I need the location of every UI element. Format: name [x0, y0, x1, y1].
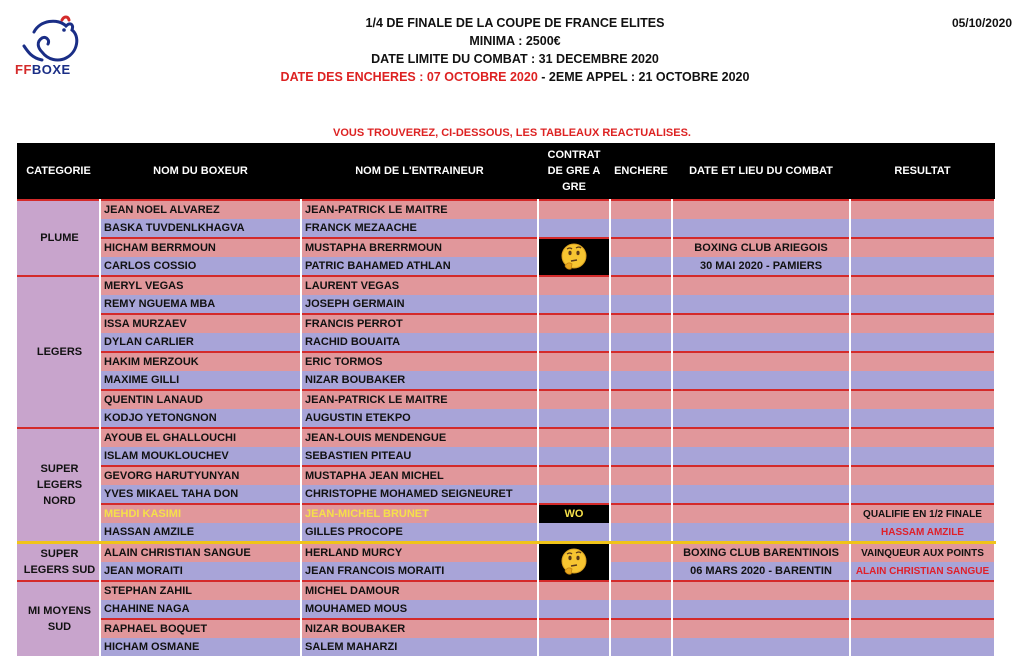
- boxer-name: STEPHAN ZAHIL: [100, 581, 301, 600]
- trainer-name: GILLES PROCOPE: [301, 523, 538, 543]
- trainer-name: JEAN FRANCOIS MORAITI: [301, 562, 538, 581]
- category-super-legers-nord: SUPER LEGERS NORD: [17, 428, 100, 543]
- fight-date: 30 MAI 2020 - PAMIERS: [672, 257, 850, 276]
- trainer-name: FRANCIS PERROT: [301, 314, 538, 333]
- thinking-face-emoji-icon: [559, 242, 589, 272]
- fight-date: 06 MARS 2020 - BARENTIN: [672, 562, 850, 581]
- boxer-name: DYLAN CARLIER: [100, 333, 301, 352]
- table-row: [17, 200, 995, 219]
- result-winner: HASSAM AMZILE: [850, 523, 995, 543]
- table-row: [17, 504, 995, 523]
- trainer-name: HERLAND MURCY: [301, 543, 538, 563]
- col-header-categorie: CATEGORIE: [17, 143, 100, 200]
- table-row: [17, 523, 995, 543]
- table-row: [17, 295, 995, 314]
- boxer-name: HICHAM BERRMOUN: [100, 238, 301, 257]
- boxer-name: CARLOS COSSIO: [100, 257, 301, 276]
- category-legers: LEGERS: [17, 276, 100, 428]
- table-row: [17, 352, 995, 371]
- table-row: [17, 581, 995, 600]
- trainer-name: MICHEL DAMOUR: [301, 581, 538, 600]
- boxer-name: HAKIM MERZOUK: [100, 352, 301, 371]
- table-row: [17, 276, 995, 295]
- table-row: [17, 543, 995, 563]
- boxer-name: RAPHAEL BOQUET: [100, 619, 301, 638]
- boxer-name: GEVORG HARUTYUNYAN: [100, 466, 301, 485]
- table-row: [17, 314, 995, 333]
- trainer-name: PATRIC BAHAMED ATHLAN: [301, 257, 538, 276]
- col-header-resultat: RESULTAT: [850, 143, 995, 200]
- boxer-name: AYOUB EL GHALLOUCHI: [100, 428, 301, 447]
- trainer-name: RACHID BOUAITA: [301, 333, 538, 352]
- boxer-name: JEAN NOEL ALVAREZ: [100, 200, 301, 219]
- boxer-name: ALAIN CHRISTIAN SANGUE: [100, 543, 301, 563]
- logo-text: FFBOXE: [15, 62, 71, 77]
- fight-location: BOXING CLUB BARENTINOIS: [672, 543, 850, 563]
- boxer-name: CHAHINE NAGA: [100, 600, 301, 619]
- table-row: [17, 619, 995, 638]
- result-status: QUALIFIE EN 1/2 FINALE: [850, 504, 995, 523]
- boxer-name: BASKA TUVDENLKHAGVA: [100, 219, 301, 238]
- col-header-enchere: ENCHERE: [610, 143, 672, 200]
- trainer-name-winner: JEAN-MICHEL BRUNET: [301, 504, 538, 523]
- trainer-name: MOUHAMED MOUS: [301, 600, 538, 619]
- table-row: [17, 466, 995, 485]
- boxer-name: JEAN MORAITI: [100, 562, 301, 581]
- boxer-name: ISSA MURZAEV: [100, 314, 301, 333]
- trainer-name: NIZAR BOUBAKER: [301, 619, 538, 638]
- table-row: [17, 485, 995, 504]
- table-row: [17, 219, 995, 238]
- document-header: [170, 14, 860, 86]
- fight-location: BOXING CLUB ARIEGOIS: [672, 238, 850, 257]
- col-header-entraineur: NOM DE L'ENTRAINEUR: [301, 143, 538, 200]
- col-header-contrat: CONTRAT DE GRE A GRE: [538, 143, 610, 200]
- trainer-name: JEAN-PATRICK LE MAITRE: [301, 390, 538, 409]
- boxer-name: HASSAN AMZILE: [100, 523, 301, 543]
- boxer-name-winner: MEHDI KASIMI: [100, 504, 301, 523]
- boxer-name: MERYL VEGAS: [100, 276, 301, 295]
- result-winner: ALAIN CHRISTIAN SANGUE: [850, 562, 995, 581]
- trainer-name: AUGUSTIN ETEKPO: [301, 409, 538, 428]
- table-header-row: [17, 143, 995, 200]
- update-note: VOUS TROUVEREZ, CI-DESSOUS, LES TABLEAUX REACTUALISES.: [333, 127, 691, 139]
- trainer-name: MUSTAPHA JEAN MICHEL: [301, 466, 538, 485]
- boxer-name: QUENTIN LANAUD: [100, 390, 301, 409]
- contract-cell: [538, 543, 610, 582]
- boxer-name: REMY NGUEMA MBA: [100, 295, 301, 314]
- category-super-legers-sud: SUPER LEGERS SUD: [17, 543, 100, 582]
- contract-walkover: WO: [538, 504, 610, 523]
- result-status: VAINQUEUR AUX POINTS: [850, 543, 995, 563]
- category-plume: PLUME: [17, 200, 100, 276]
- contract-cell: [538, 238, 610, 276]
- trainer-name: LAURENT VEGAS: [301, 276, 538, 295]
- table-row: [17, 390, 995, 409]
- trainer-name: SEBASTIEN PITEAU: [301, 447, 538, 466]
- col-header-boxeur: NOM DU BOXEUR: [100, 143, 301, 200]
- table-row: [17, 238, 995, 257]
- table-row: [17, 562, 995, 581]
- results-table: [17, 143, 996, 656]
- table-row: [17, 409, 995, 428]
- boxer-name: KODJO YETONGNON: [100, 409, 301, 428]
- trainer-name: NIZAR BOUBAKER: [301, 371, 538, 390]
- table-row: [17, 257, 995, 276]
- boxer-name: YVES MIKAEL TAHA DON: [100, 485, 301, 504]
- trainer-name: SALEM MAHARZI: [301, 638, 538, 656]
- trainer-name: ERIC TORMOS: [301, 352, 538, 371]
- boxer-name: ISLAM MOUKLOUCHEV: [100, 447, 301, 466]
- table-row: [17, 428, 995, 447]
- category-mi-moyens-sud: MI MOYENS SUD: [17, 581, 100, 656]
- table-row: [17, 333, 995, 352]
- table-row: [17, 371, 995, 390]
- trainer-name: FRANCK MEZAACHE: [301, 219, 538, 238]
- trainer-name: CHRISTOPHE MOHAMED SEIGNEURET: [301, 485, 538, 504]
- table-row: [17, 600, 995, 619]
- boxer-name: HICHAM OSMANE: [100, 638, 301, 656]
- table-row: [17, 447, 995, 466]
- header-title: 1/4 DE FINALE DE LA COUPE DE FRANCE ELITES: [365, 16, 665, 30]
- col-header-date-lieu: DATE ET LIEU DU COMBAT: [672, 143, 850, 200]
- trainer-name: MUSTAPHA BRERRMOUN: [301, 238, 538, 257]
- header-minima: MINIMA : 2500€: [469, 34, 561, 48]
- boxer-name: MAXIME GILLI: [100, 371, 301, 390]
- thinking-face-emoji-icon: [559, 547, 589, 577]
- header-deadline: DATE LIMITE DU COMBAT : 31 DECEMBRE 2020: [371, 52, 659, 66]
- header-auction-dates: DATE DES ENCHERES : 07 OCTOBRE 2020 - 2EME APPEL : 21 OCTOBRE 2020: [280, 70, 750, 84]
- trainer-name: JEAN-PATRICK LE MAITRE: [301, 200, 538, 219]
- trainer-name: JOSEPH GERMAIN: [301, 295, 538, 314]
- document-date: 05/10/2020: [951, 16, 1012, 30]
- trainer-name: JEAN-LOUIS MENDENGUE: [301, 428, 538, 447]
